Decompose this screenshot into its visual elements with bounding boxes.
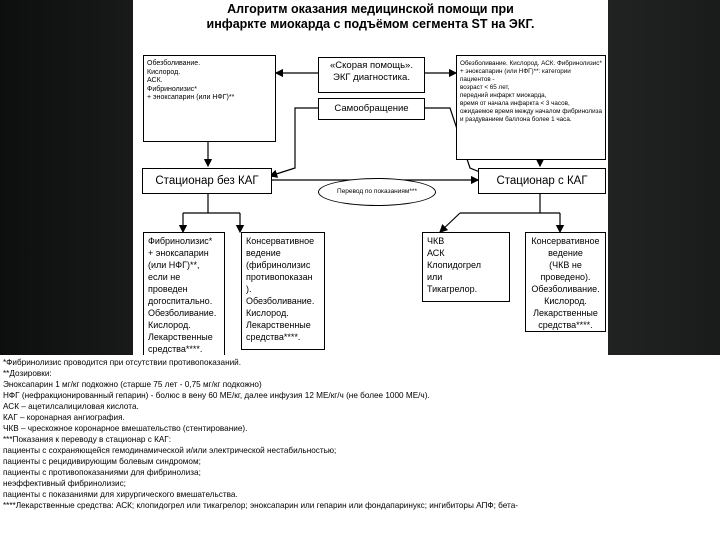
box-conservative-left: Консервативное ведение (фибринолизис противопоказан ). Обезболивание. Кислород. Лекарственные средства****. [241,232,325,350]
note-line: пациенты с противопоказаниями для фибринолиза; [3,468,201,477]
box-prehospital-right: Обезболивание. Кислород. АСК. Фибринолизис* + эноксапарин (или НФГ)**: категории пациентов - возраст < 65 лет, передний инфаркт миокарда, время от начала инфаркта < 3 часов, ожидаемое время между началом фибринолиза и раздуванием баллона более 1 часа. [456,55,606,160]
note-line: ****Лекарственные средства: АСК; клопидогрел или тикагрелор; эноксапарин или гепарин или фондапаринукс; ингибиторы АПФ; бета- [3,501,518,510]
box-ambulance: «Скорая помощь». ЭКГ диагностика. [318,57,425,93]
diagram-title [133,2,608,32]
box-prehospital-left: Обезболивание. Кислород. АСК. Фибринолизис* + эноксапарин (или НФГ)** [143,55,276,142]
note-line: пациенты с показаниями для хирургического вмешательства. [3,490,238,499]
box-hospital-with-cag: Стационар с КАГ [478,168,606,194]
oval-transfer: Перевод по показаниям*** [318,178,436,206]
note-line: пациенты с рецидивирующим болевым синдромом; [3,457,201,466]
note-line: пациенты с сохраняющейся гемодинамической и/или электрической нестабильностью; [3,446,337,455]
note-line: НФГ (нефракционированный гепарин) - болюс в вену 60 МЕ/кг, далее инфузия 12 МЕ/кг/ч (не более 1000 МЕ/ч). [3,391,430,400]
box-conservative-right: Консервативное ведение (ЧКВ не проведено). Обезболивание. Кислород. Лекарственные средства****. [525,232,606,332]
box-self-referral: Самообращение [318,98,425,120]
note-line: ЧКВ – чрескожное коронарное вмешательство (стентирование). [3,424,248,433]
box-fibrinolysis-hospital: Фибринолизис* + эноксапарин (или НФГ)**, если не проведен догоспитально. Обезболивание. Кислород. Лекарственные средства****. [143,232,225,355]
title-line-1: Алгоритм оказания медицинской помощи при [227,2,514,16]
note-line: Эноксапарин 1 мг/кг подкожно (старше 75 лет - 0,75 мг/кг подкожно) [3,380,262,389]
note-line: КАГ – коронарная ангиография. [3,413,125,422]
box-pci: ЧКВ АСК Клопидогрел или Тикагрелор. [422,232,510,302]
note-line: *Фибринолизис проводится при отсутствии противопоказаний. [3,358,242,367]
box-hospital-without-cag: Стационар без КАГ [142,168,272,194]
note-line: АСК – ацетилсалициловая кислота. [3,402,139,411]
note-line: **Дозировки: [3,369,52,378]
note-line: неэффективный фибринолизис; [3,479,126,488]
title-line-2: инфаркте миокарда с подъёмом сегмента ST на ЭКГ. [206,17,535,31]
note-line: ***Показания к переводу в стационар с КАГ: [3,435,172,444]
